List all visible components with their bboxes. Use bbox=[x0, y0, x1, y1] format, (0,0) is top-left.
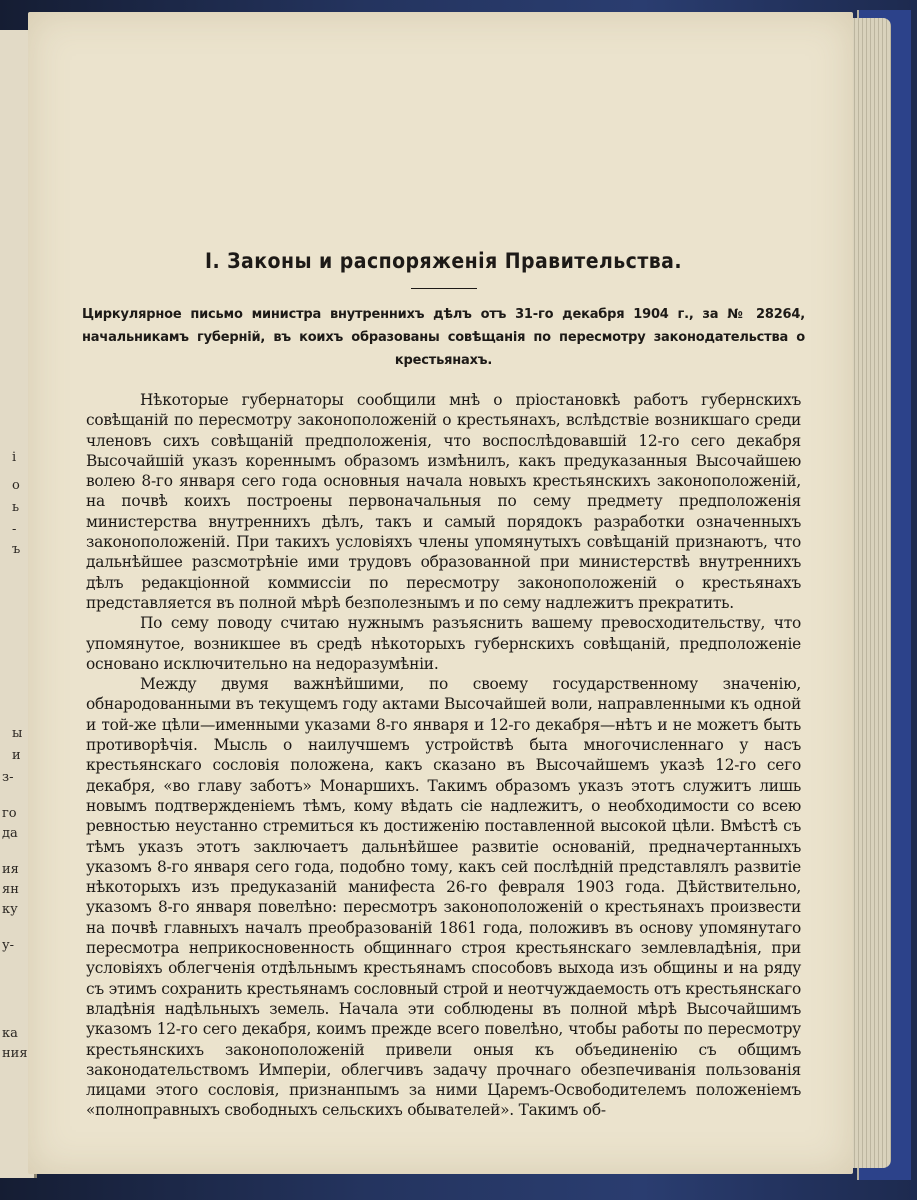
previous-page-fragment: з- bbox=[2, 770, 14, 785]
section-heading: I. Законы и распоряженія Правительства. bbox=[205, 249, 682, 274]
document-page bbox=[28, 12, 853, 1174]
previous-page-fragment: да bbox=[2, 826, 18, 841]
previous-page-fragment: и bbox=[12, 748, 21, 763]
previous-page-fragment: ку bbox=[2, 902, 18, 917]
paragraph-2: По сему поводу считаю нужнымъ разъяснить вашему превосходительству, что упомянутое, возникшее въ средѣ нѣкоторыхъ губернскихъ совѣщаній, предположеніе основано исключительно на недоразумѣніи. bbox=[86, 614, 801, 673]
circular-title: Циркулярное письмо министра внутреннихъ дѣлъ отъ 31-го декабря 1904 г., за № 28264, начальникамъ губерній, въ коихъ образованы совѣщанія по пересмотру законодательства о крестьянахъ. bbox=[82, 307, 805, 368]
page-content bbox=[82, 242, 805, 1121]
previous-page-fragment: ъ bbox=[12, 542, 21, 557]
previous-page-fragment: ы bbox=[12, 726, 23, 741]
paragraph-1: Нѣкоторые губернаторы сообщили мнѣ о пріостановкѣ работъ губернскихъ совѣщаній по пересмотру законоположеній о крестьянахъ, вслѣдствіе возникшаго среди членовъ сихъ совѣщаній предположенія, что воспослѣдовавшій 12-го сего декабря Высочайшій указъ кореннымъ образомъ измѣнилъ, какъ предуказанныя Высочайшею волею 8-го января сего года основныя начала новыхъ крестьянскихъ законоположеній, на почвѣ коихъ построены первоначальныя по сему предмету предположенія министерства внутреннихъ дѣлъ, такъ и самый порядокъ разработки означенныхъ законоположеній. При такихъ условіяхъ члены упомянутыхъ совѣщаній признаютъ, что дальнѣйшее разсмотрѣніе ими трудовъ образованной при министерствѣ внутреннихъ дѣлъ редакціонной коммиссіи по пересмотру законоположеній о крестьянахъ представляется въ полной мѣрѣ безполезнымъ и по сему надлежитъ прекратить. bbox=[86, 391, 801, 612]
previous-page-fragment: - bbox=[12, 522, 17, 537]
previous-page-fragment: і bbox=[12, 450, 17, 465]
previous-page-fragment: ь bbox=[12, 500, 20, 515]
heading-divider bbox=[411, 288, 477, 289]
paragraph-3: Между двумя важнѣйшими, по своему государственному значенію, обнародованными въ текущемъ году актами Высочайшей воли, направленными къ одной и той-же цѣли—именными указами 8-го января и 12-го декабря—нѣтъ и не можетъ быть противорѣчія. Мысль о наилучшемъ устройствѣ быта многочисленнаго у насъ крестьянскаго сословія положена, какъ сказано въ Высочайшемъ указѣ 12-го сего декабря, «во главу заботъ» Монаршихъ. Такимъ образомъ указъ этотъ служитъ лишь новымъ подтвержденіемъ тѣмъ, кому вѣдать сіе надлежитъ, о необходимости со всею ревностью неустанно стремиться къ достиженію поставленной высокой цѣли. Вмѣстѣ съ тѣмъ указъ этотъ заключаетъ дальнѣйшее развитіе основаній, предначертанныхъ указомъ 8-го января сего года, подобно тому, какъ сей послѣдній представлялъ развитіе нѣкоторыхъ изъ предуказаній манифеста 26-го февраля 1903 года. Дѣйствительно, указомъ 8-го января повелѣно: пересмотръ законоположеній о крестьянахъ произвести на почвѣ главныхъ началъ преобразованій 1861 года, положивъ въ основу упомянутаго пересмотра неприкосновенность общиннаго строя крестьянскаго землевладѣнія, при условіяхъ облегченія отдѣльнымъ крестьянамъ способовъ выхода изъ общины и на ряду съ этимъ сохранить крестьянамъ сословный строй и неотчуждаемость отъ крестьянскаго владѣнія надѣльныхъ земель. Начала эти соблюдены въ полной мѣрѣ Высочайшимъ указомъ 12-го сего декабря, коимъ прежде всего повелѣно, чтобы работы по пересмотру крестьянскихъ законоположеній привели оныя къ объединенію съ общимъ законодательствомъ Имперіи, облегчивъ задачу прочнаго обезпечиванія пользованія лицами этого сословія, признанпымъ за ними Царемъ-Освободителемъ положеніемъ «полноправныхъ свободныхъ сельскихъ обывателей». Такимъ об- bbox=[86, 675, 801, 1120]
previous-page-fragment: о bbox=[12, 478, 20, 493]
previous-page-fragment: ян bbox=[2, 882, 19, 897]
previous-page-fragment: го bbox=[2, 806, 17, 821]
previous-page-fragment: ка bbox=[2, 1026, 18, 1041]
previous-page-fragment: у- bbox=[2, 938, 15, 953]
previous-page-fragment: ния bbox=[2, 1046, 28, 1061]
previous-page-fragment: ия bbox=[2, 862, 19, 877]
